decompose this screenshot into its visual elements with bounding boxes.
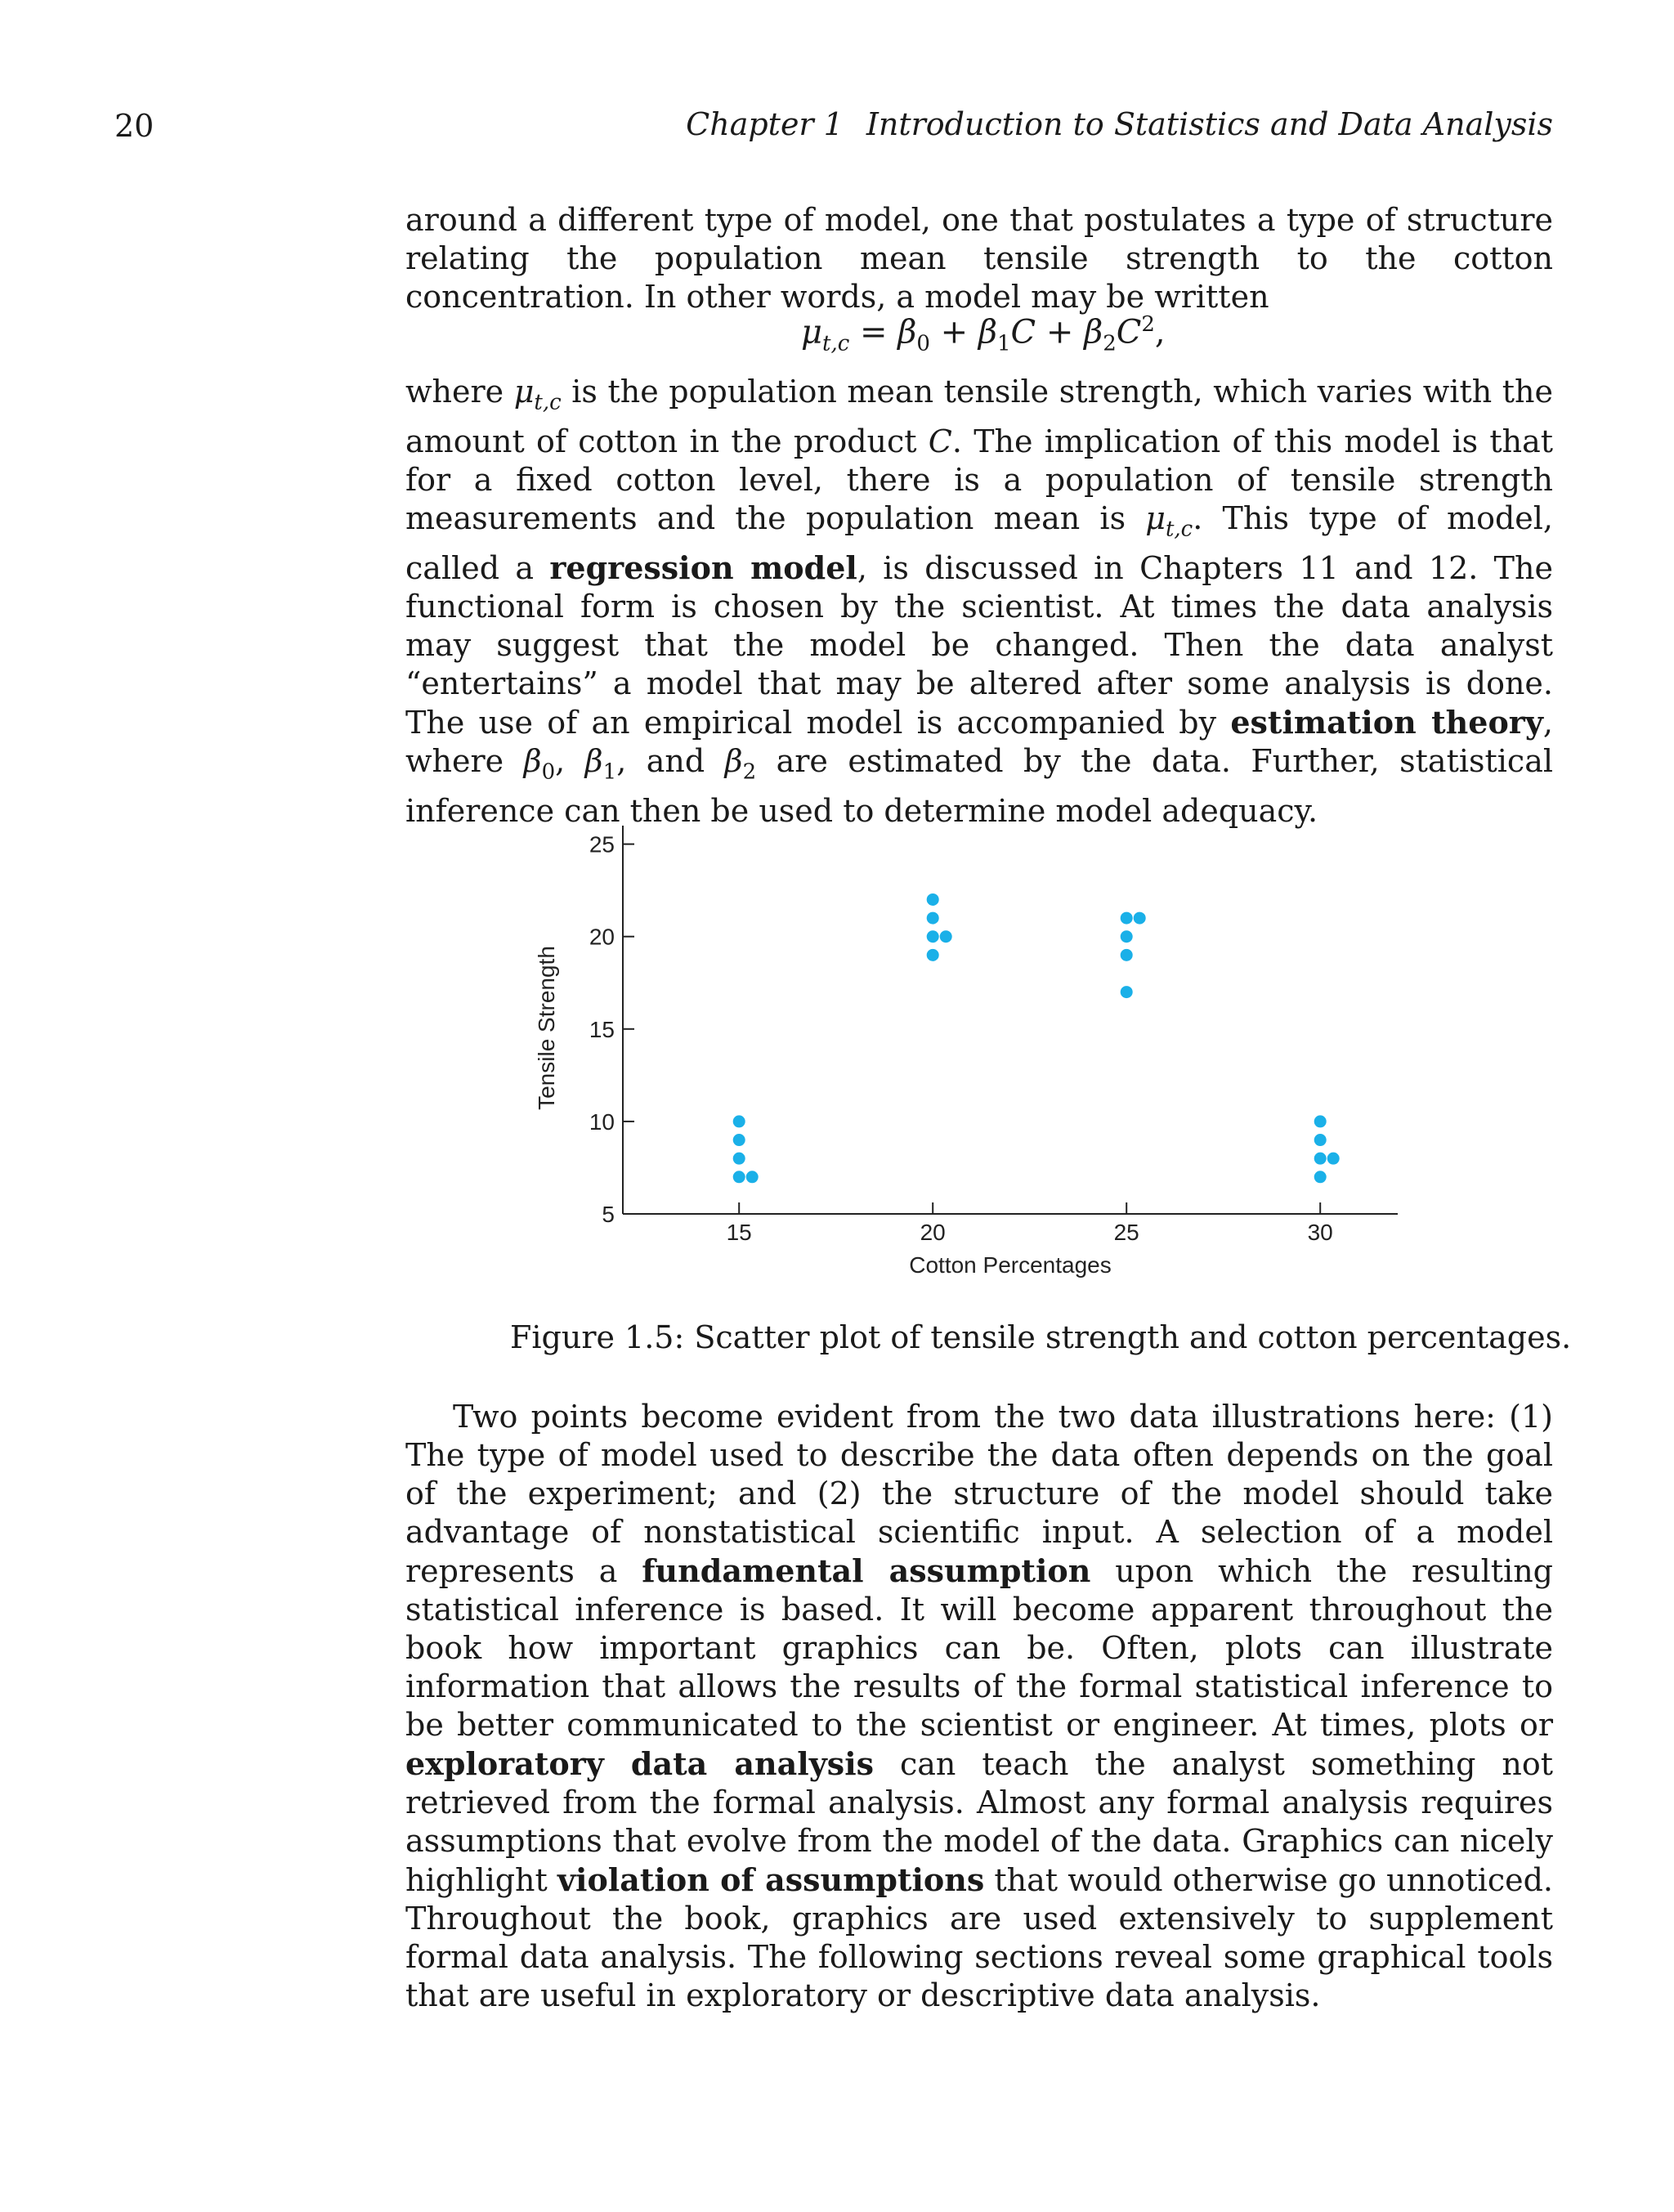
p2-mu-sub: t,c bbox=[534, 390, 562, 415]
eq-c2-sup: 2 bbox=[1141, 312, 1155, 337]
data-point bbox=[1121, 930, 1133, 943]
data-point bbox=[940, 930, 952, 943]
eq-equals: = bbox=[849, 313, 898, 352]
data-point bbox=[1314, 1134, 1327, 1146]
p2-beta2-sub: 2 bbox=[742, 759, 757, 785]
p2-beta2 bbox=[724, 743, 757, 785]
running-head-title: Introduction to Statistics and Data Analysis bbox=[866, 106, 1553, 142]
running-head bbox=[686, 106, 1553, 142]
running-head-chapter: Chapter 1 bbox=[686, 106, 844, 142]
paragraph-intro-text: around a different type of model, one that postulates a type of structure relating the population mean tensile strength to the cotton concentration. In other words, a model may be written bbox=[405, 202, 1553, 315]
paragraph-graphics-text bbox=[405, 1398, 1553, 2015]
data-point bbox=[733, 1134, 745, 1146]
y-tick-label: 5 bbox=[602, 1202, 615, 1227]
x-axis-label: Cotton Percentages bbox=[909, 1252, 1112, 1278]
plot-ticks bbox=[589, 832, 1333, 1245]
paragraph-graphics bbox=[405, 1398, 1553, 2015]
term-fundamental-assumption: fundamental assumption bbox=[642, 1552, 1091, 1589]
data-point bbox=[927, 893, 939, 906]
eq-mu: μ bbox=[801, 313, 822, 352]
eq-beta2: β bbox=[1084, 313, 1103, 352]
x-tick-label: 15 bbox=[726, 1220, 752, 1245]
data-point bbox=[733, 1171, 745, 1183]
page-number: 20 bbox=[114, 108, 154, 144]
p2-s5: , is discussed in Chapters 11 and 12. The functional form is chosen by the scientist. At times the data analysis may suggest that the model be changed. Then the data analyst “entertains” a model that may be altered after some analysis is done. The use of an empirical model is accompanied by bbox=[405, 550, 1553, 741]
p2-mu2 bbox=[1145, 499, 1193, 542]
data-point bbox=[733, 1153, 745, 1165]
p2-beta0-sym: β bbox=[523, 743, 542, 780]
p2-s7: are estimated by the data. Further, statistical inference can then be used to determine model adequacy. bbox=[405, 743, 1554, 829]
p3-s4: that would otherwise go unnoticed. Throughout the book, graphics are used extensively to supplement formal data analysis. The following sections reveal some graphical tools that are useful in exploratory or descriptive data analysis. bbox=[405, 1862, 1553, 2013]
p2-beta0-sub: 0 bbox=[541, 759, 556, 785]
y-axis-label: Tensile Strength bbox=[534, 946, 559, 1110]
data-point bbox=[927, 930, 939, 943]
data-point bbox=[1314, 1153, 1327, 1165]
eq-beta0-sub: 0 bbox=[916, 331, 930, 356]
p2-beta1-sym: β bbox=[584, 743, 603, 780]
p2-beta1-sub: 1 bbox=[602, 759, 617, 785]
p2-s2: is the population mean tensile strength, which varies with the amount of cotton in the product bbox=[405, 374, 1553, 459]
eq-comma: , bbox=[1154, 313, 1166, 352]
y-tick-label: 20 bbox=[589, 924, 615, 950]
figure-caption: Figure 1.5: Scatter plot of tensile strength and cotton percentages. bbox=[510, 1319, 1572, 1355]
p2-mu bbox=[513, 374, 562, 415]
p2-beta0 bbox=[523, 743, 556, 785]
p2-mu2-sub: t,c bbox=[1165, 517, 1193, 542]
p3-s2: upon which the resulting statistical inference is based. It will become apparent throughout the book how important graphics can be. Often, plots can illustrate information that allows the results of the formal statistical inference to be better communicated to the scientist or engineer. At times, plots or bbox=[405, 1553, 1553, 1743]
eq-beta1: β bbox=[978, 313, 997, 352]
plot-points bbox=[733, 893, 1340, 1183]
x-tick-label: 25 bbox=[1113, 1220, 1139, 1245]
x-tick-label: 30 bbox=[1307, 1220, 1333, 1245]
y-tick-label: 25 bbox=[589, 831, 615, 857]
data-point bbox=[1134, 912, 1146, 925]
data-point bbox=[927, 912, 939, 925]
p3-s1: Two points become evident from the two data illustrations here: (1) The type of model used to describe the data often depends on the goal of the experiment; and (2) the structure of the model should take advantage of nonstatistical scientific input. A selection of a model represents a bbox=[405, 1399, 1553, 1589]
y-tick-label: 15 bbox=[589, 1016, 615, 1042]
eq-mu-sub: t,c bbox=[822, 331, 850, 356]
data-point bbox=[746, 1171, 759, 1183]
eq-beta0: β bbox=[897, 313, 917, 352]
data-point bbox=[1121, 912, 1133, 925]
data-point bbox=[927, 949, 939, 961]
paragraph-intro bbox=[405, 201, 1553, 316]
paragraph-model-text bbox=[405, 373, 1553, 831]
eq-beta2-sub: 2 bbox=[1103, 331, 1117, 356]
p2-s4: . This type of model, called a bbox=[405, 499, 1553, 587]
data-point bbox=[1314, 1115, 1327, 1127]
p2-sep2: , and bbox=[616, 743, 725, 780]
term-exploratory-data-analysis: exploratory data analysis bbox=[405, 1745, 875, 1782]
eq-beta1-sub: 1 bbox=[996, 331, 1011, 356]
p2-mu2-sym: μ bbox=[1145, 499, 1166, 536]
eq-plus1: + bbox=[929, 313, 978, 352]
p2-mu-sym: μ bbox=[513, 374, 535, 410]
p2-c: C bbox=[928, 423, 952, 459]
term-estimation-theory: estimation theory bbox=[1230, 704, 1543, 741]
x-tick-label: 20 bbox=[920, 1220, 946, 1245]
data-point bbox=[1314, 1171, 1327, 1183]
eq-plus2: + bbox=[1036, 313, 1085, 352]
data-point bbox=[1121, 949, 1133, 961]
term-regression-model: regression model bbox=[549, 549, 857, 587]
p2-s6: , where bbox=[405, 705, 1554, 780]
p3-s3: can teach the analyst something not retrieved from the formal analysis. Almost any formal analysis requires assumptions that evolve from the model of the data. Graphics can nicely highlight bbox=[405, 1746, 1553, 1898]
data-point bbox=[1121, 986, 1133, 998]
p2-sep1: , bbox=[555, 743, 585, 780]
eq-c2: C bbox=[1116, 313, 1142, 352]
p2-beta2-sym: β bbox=[724, 743, 743, 780]
data-point bbox=[733, 1115, 745, 1127]
data-point bbox=[1327, 1153, 1340, 1165]
y-tick-label: 10 bbox=[589, 1108, 615, 1135]
p2-s3: . The implication of this model is that for a fixed cotton level, there is a population of tensile strength measurements and the population mean is bbox=[405, 423, 1554, 536]
regression-equation bbox=[801, 312, 1166, 356]
p2-beta1 bbox=[584, 743, 617, 785]
eq-c1: C bbox=[1010, 313, 1036, 352]
scatter-plot bbox=[523, 809, 1422, 1300]
p2-s1: where bbox=[405, 374, 514, 410]
term-violation-of-assumptions: violation of assumptions bbox=[557, 1861, 985, 1898]
paragraph-model bbox=[405, 373, 1553, 831]
